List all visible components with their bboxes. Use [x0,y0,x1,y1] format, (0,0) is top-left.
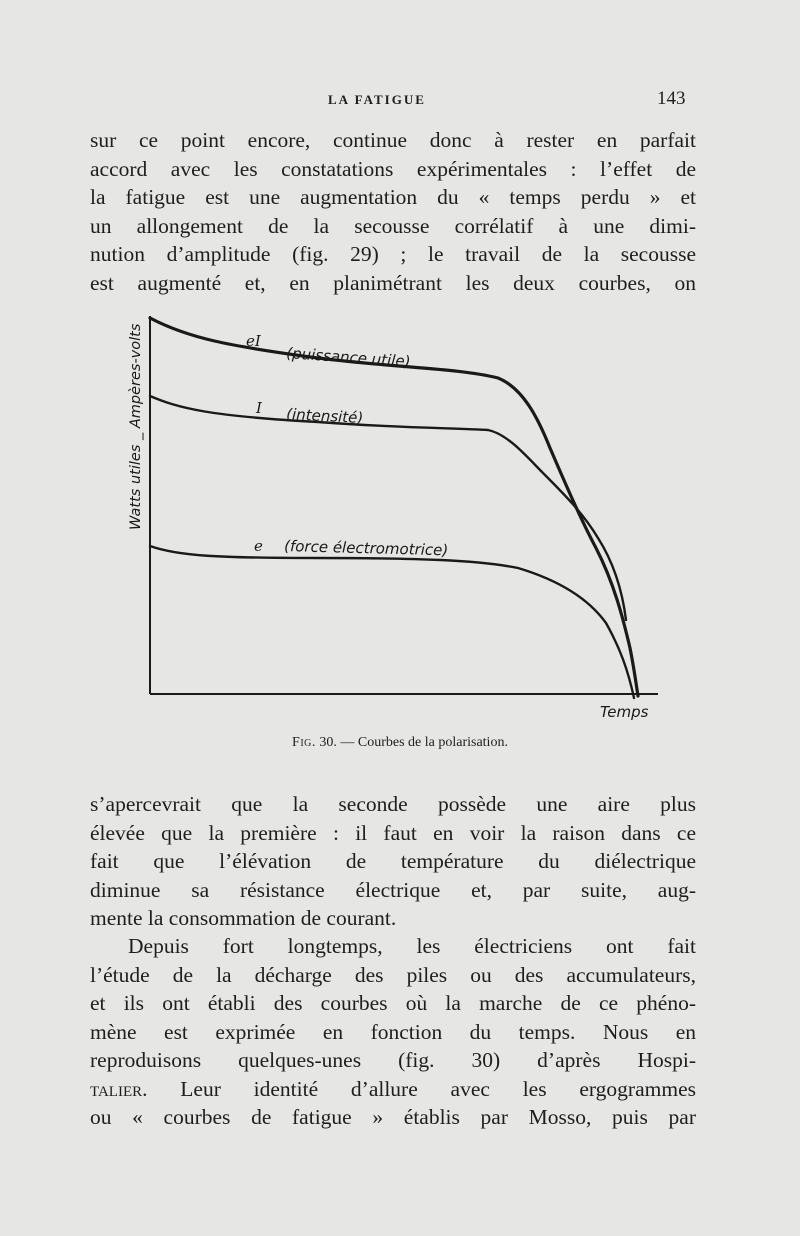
curve-puissance-utile [150,318,638,696]
text-line: mente la consommation de courant. [90,906,397,930]
text-line: accord avec les constatations expérimentales : l’effet de [90,156,696,181]
text-line: est augmenté et, en planimétrant les deux courbes, on [90,270,696,295]
author-name: talier [90,1076,143,1101]
paragraph-1 [90,126,696,297]
text-line: nution d’amplitude (fig. 29) ; le travail de la secousse [90,242,696,266]
caption-text: Courbes de la polarisation. [357,735,508,750]
curve-label-intensite: (intensité) [285,405,364,428]
text-line: la fatigue est une augmentation du « temps perdu » et [90,185,696,209]
text-line: ou « courbes de fatigue » établis par Mosso, puis par [90,1105,696,1129]
curve-letter-ei: eI [246,332,261,350]
curve-label-puissance-utile: (puissance utile) [285,344,412,371]
caption-prefix: Fig. [292,735,316,750]
x-axis-label: Temps [600,703,649,721]
curve-label-force-electromotrice: (force électromotrice) [283,537,449,560]
running-title: LA FATIGUE [328,92,426,107]
figure-caption [0,735,800,751]
text-line: reproduisons quelques-unes (fig. 30) d’après Hospi- [90,1048,696,1072]
paragraph-2 [90,790,696,933]
text-line: un allongement de la secousse corrélatif à une dimi- [90,213,696,238]
y-axis-label: Watts utiles _ Ampères-volts [128,323,144,530]
paragraph-3 [90,932,696,1132]
curve-force-electromotrice [150,546,634,698]
curve-letter-e: e [254,537,263,555]
text-line: sur ce point encore, continue donc à rester en parfait [90,128,696,152]
text-line: diminue sa résistance électrique et, par suite, aug- [90,877,696,902]
figure-plot [118,308,678,728]
text-line: l’étude de la décharge des piles ou des accumulateurs, [90,962,696,987]
text-line-rest: . Leur identité d’allure avec les ergogrammes [142,1076,696,1101]
text-line: Depuis fort longtemps, les électriciens ont fait [128,934,696,958]
caption-number: 30. [319,735,337,750]
text-line [90,1075,696,1104]
polarisation-figure [118,308,678,728]
text-line: élevée que la première : il faut en voir la raison dans ce [90,820,696,845]
curve-letter-i: I [256,399,262,417]
text-line: et ils ont établi des courbes où la marche de ce phéno- [90,991,696,1015]
page-number: 143 [657,88,686,109]
text-line: fait que l’élévation de température du diélectrique [90,849,696,873]
running-head [0,88,800,114]
text-line: s’apercevrait que la seconde possède une aire plus [90,792,696,816]
curve-intensite [150,396,626,620]
caption-dash: — [340,735,355,750]
text-line: mène est exprimée en fonction du temps. Nous en [90,1019,696,1044]
